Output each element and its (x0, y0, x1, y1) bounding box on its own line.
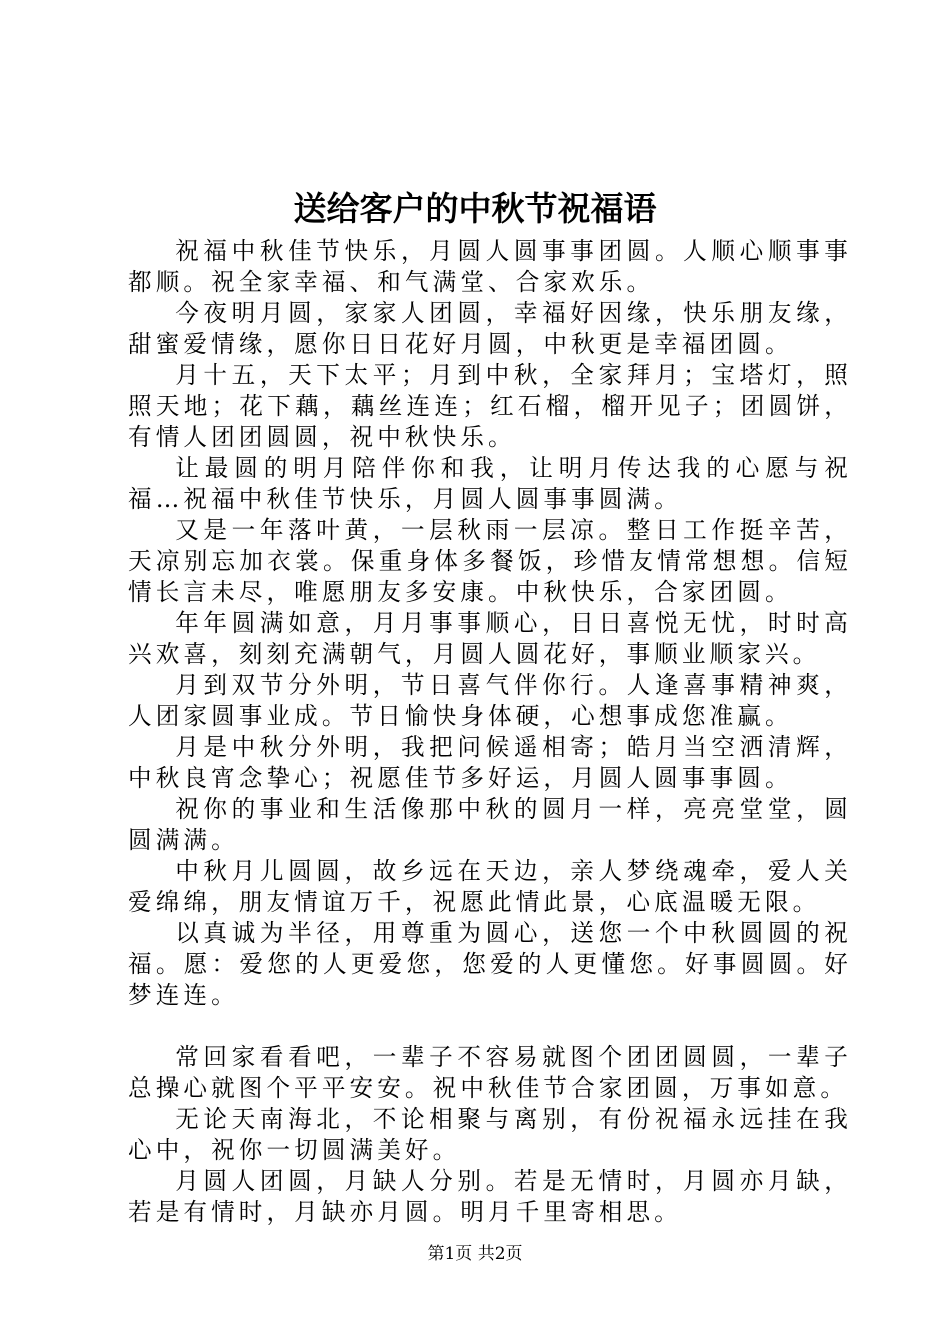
page-footer: 第1页 共2页 (427, 1244, 523, 1264)
paragraph-11: 以真诚为半径，用尊重为圆心，送您一个中秋圆圆的祝福。愿：爱您的人更爱您，您爱的人更懂您。好事圆圆。好梦连连。 (128, 919, 852, 1009)
document-body (128, 236, 852, 1228)
paragraph-3: 月十五，天下太平；月到中秋，全家拜月；宝塔灯，照照天地；花下藕，藕丝连连；红石榴，榴开见子；团圆饼，有情人团团圆圆，祝中秋快乐。 (128, 361, 852, 451)
paragraph-8: 月是中秋分外明，我把问候遥相寄；皓月当空洒清辉，中秋良宵念挚心；祝愿佳节多好运，月圆人圆事事圆。 (128, 733, 852, 792)
paragraph-6: 年年圆满如意，月月事事顺心，日日喜悦无忧，时时高兴欢喜，刻刻充满朝气，月圆人圆花好，事顺业顺家兴。 (128, 609, 852, 668)
paragraph-5: 又是一年落叶黄，一层秋雨一层凉。整日工作挺辛苦，天凉别忘加衣裳。保重身体多餐饭，珍惜友情常想想。信短情长言未尽，唯愿朋友多安康。中秋快乐，合家团圆。 (128, 516, 852, 606)
paragraph-12: 常回家看看吧，一辈子不容易就图个团团圆圆，一辈子总操心就图个平平安安。祝中秋佳节合家团圆，万事如意。 (128, 1043, 852, 1102)
paragraph-13: 无论天南海北，不论相聚与离别，有份祝福永远挂在我心中，祝你一切圆满美好。 (128, 1105, 852, 1164)
paragraph-1: 祝福中秋佳节快乐，月圆人圆事事团圆。人顺心顺事事都顺。祝全家幸福、和气满堂、合家欢乐。 (128, 237, 852, 296)
paragraph-9: 祝你的事业和生活像那中秋的圆月一样，亮亮堂堂，圆圆满满。 (128, 795, 852, 854)
document-title: 送给客户的中秋节祝福语 (293, 189, 657, 228)
paragraph-10: 中秋月儿圆圆，故乡远在天边，亲人梦绕魂牵，爱人关爱绵绵，朋友情谊万千，祝愿此情此景，心底温暖无限。 (128, 857, 852, 916)
paragraph-4: 让最圆的明月陪伴你和我，让明月传达我的心愿与祝福…祝福中秋佳节快乐，月圆人圆事事圆满。 (128, 454, 852, 513)
paragraph-spacer (128, 1011, 852, 1042)
paragraph-2: 今夜明月圆，家家人团圆，幸福好因缘，快乐朋友缘，甜蜜爱情缘，愿你日日花好月圆，中秋更是幸福团圆。 (128, 299, 852, 358)
paragraph-7: 月到双节分外明，节日喜气伴你行。人逢喜事精神爽，人团家圆事业成。节日愉快身体硬，心想事成您准赢。 (128, 671, 852, 730)
paragraph-14: 月圆人团圆，月缺人分别。若是无情时，月圆亦月缺，若是有情时，月缺亦月圆。明月千里寄相思。 (128, 1167, 852, 1226)
